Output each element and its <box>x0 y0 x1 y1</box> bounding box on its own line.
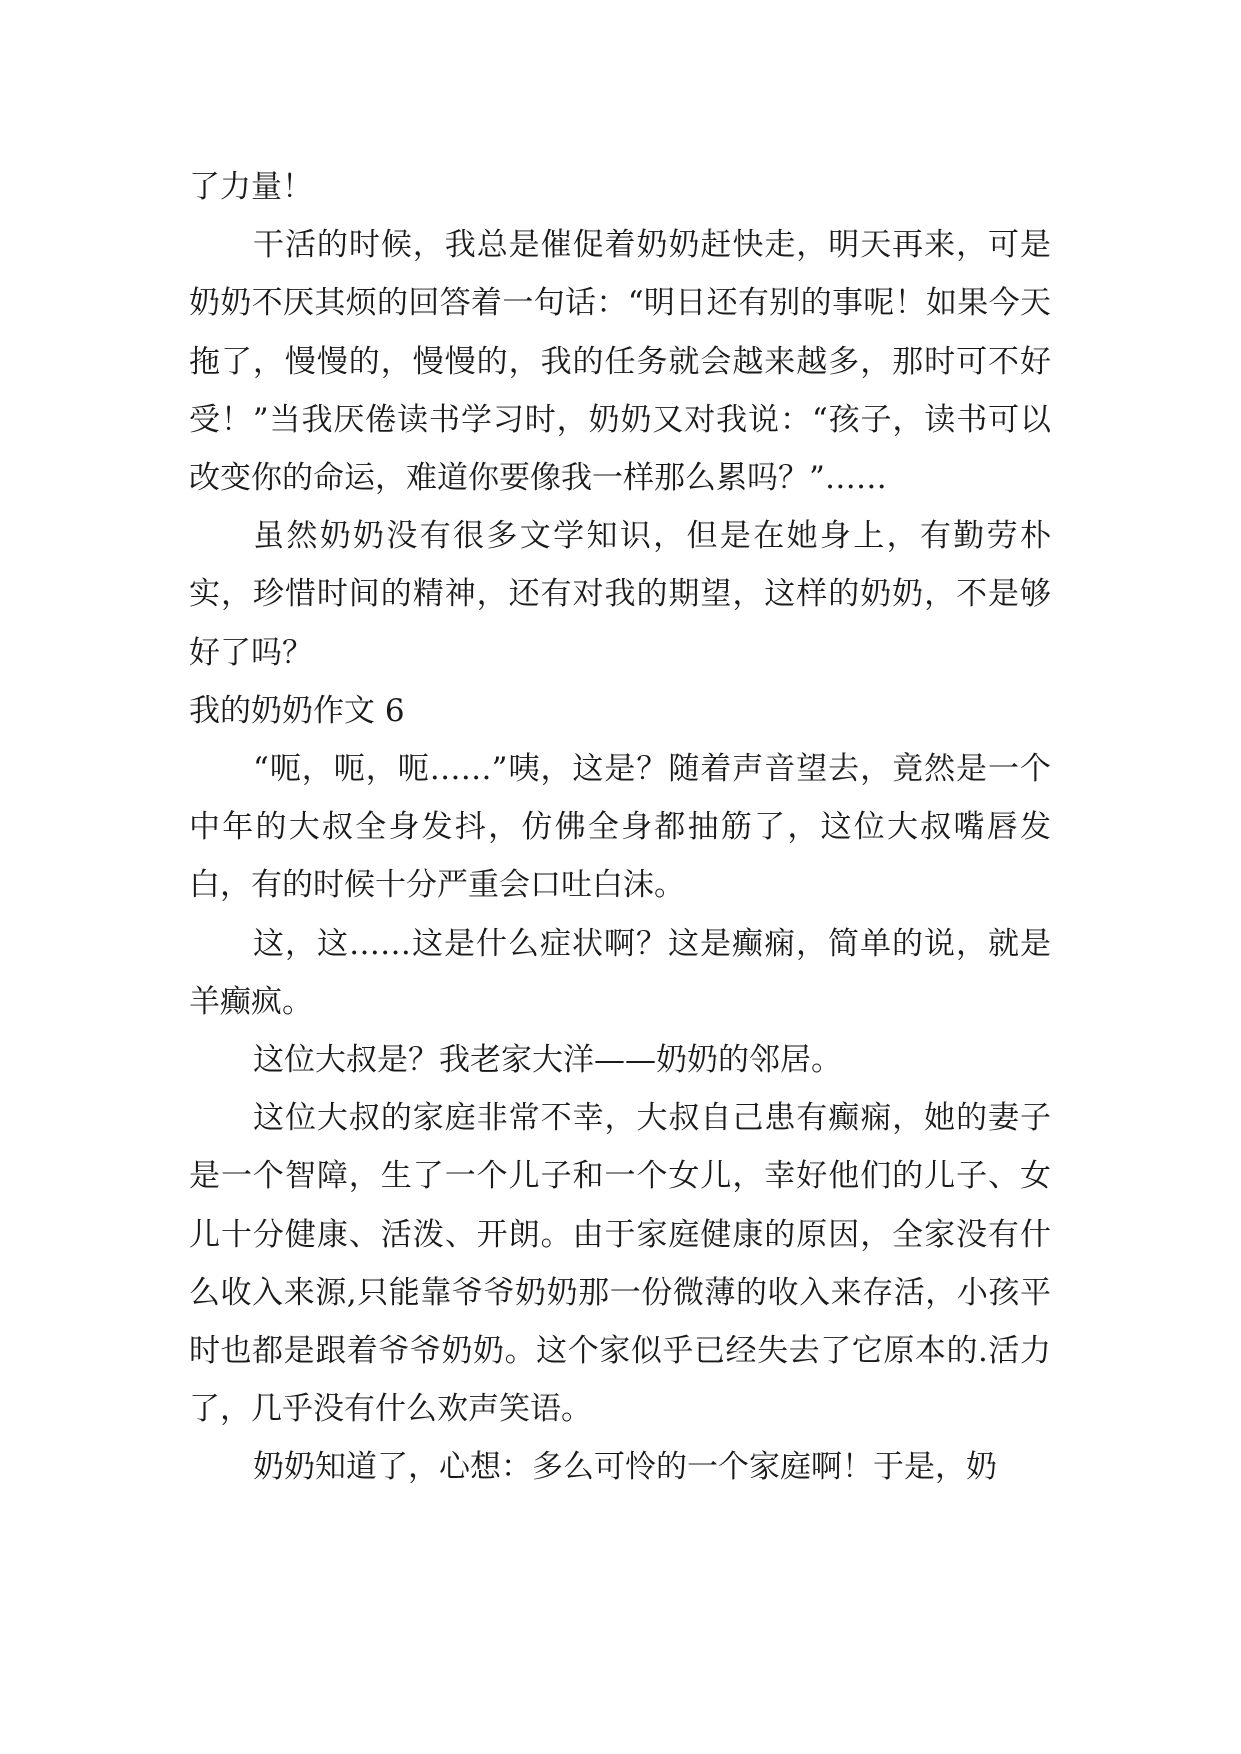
paragraph-3: 虽然奶奶没有很多文学知识，但是在她身上，有勤劳朴实，珍惜时间的精神，还有对我的期望，这样的奶奶，不是够好了吗？ <box>189 518 1051 671</box>
paragraph-6: 这位大叔是？我老家大洋——奶奶的邻居。 <box>253 1042 842 1079</box>
paragraph-4: “呃，呃，呃……”咦，这是？随着声音望去，竟然是一个中年的大叔全身发抖，仿佛全身都抽筋了，这位大叔嘴唇发白，有的时候十分严重会口吐白沫。 <box>189 751 1051 904</box>
paragraph-5: 这，这……这是什么症状啊？这是癫痫，简单的说，就是羊癫疯。 <box>189 925 1051 1020</box>
paragraph-8: 奶奶知道了，心想：多么可怜的一个家庭啊！于是，奶 <box>253 1449 997 1486</box>
essay-heading: 我的奶奶作文 6 <box>189 692 405 729</box>
paragraph-1: 了力量！ <box>189 169 313 205</box>
paragraph-2: 干活的时候，我总是催促着奶奶赶快走，明天再来，可是奶奶不厌其烦的回答着一句话：“明日还有别的事呢！如果今天拖了，慢慢的，慢慢的，我的任务就会越来越多，那时可不好受！”当我厌倦读书学习时，奶奶又对我说：“孩子，读书可以改变你的命运，难道你要像我一样那么累吗？”…… <box>189 227 1051 497</box>
document-body <box>189 158 1051 1497</box>
paragraph-7: 这位大叔的家庭非常不幸，大叔自己患有癫痫，她的妻子是一个智障，生了一个儿子和一个女儿，幸好他们的儿子、女儿十分健康、活泼、开朗。由于家庭健康的原因，全家没有什么收入来源,只能靠爷爷奶奶那一份微薄的收入来存活，小孩平时也都是跟着爷爷奶奶。这个家似乎已经失去了它原本的.活力了，几乎没有什么欢声笑语。 <box>189 1100 1051 1428</box>
